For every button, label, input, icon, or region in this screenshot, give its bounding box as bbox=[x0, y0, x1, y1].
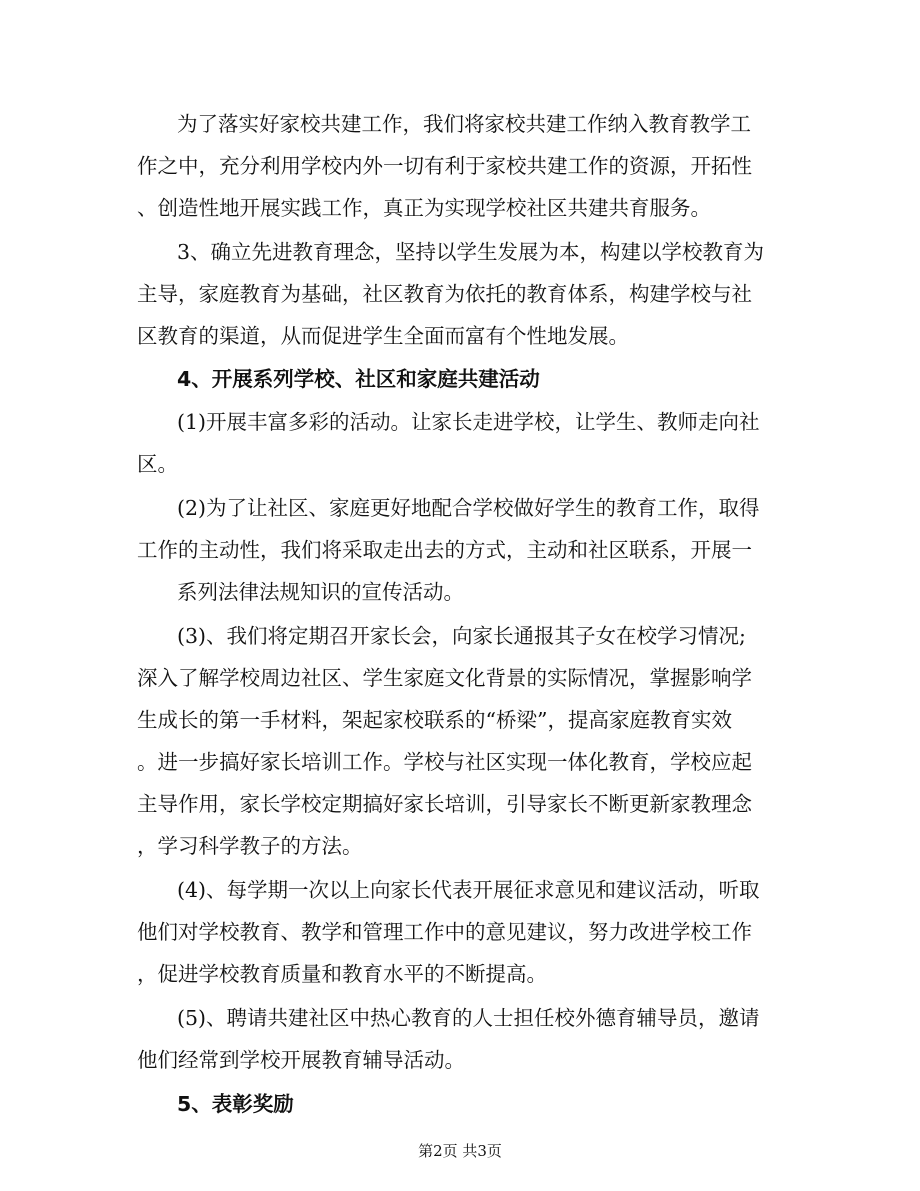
paragraph-line: 、创造性地开展实践工作，真正为实现学校社区共建共育服务。 bbox=[137, 196, 711, 220]
paragraph-line: ，学习科学教子的方法。 bbox=[137, 834, 363, 858]
paragraph-line: 主导作用，家长学校定期搞好家长培训，引导家长不断更新家教理念 bbox=[137, 792, 752, 816]
paragraph-line: (2)为了让社区、家庭更好地配合学校做好学生的教育工作，取得 bbox=[177, 496, 760, 520]
paragraph-line: (4)、每学期一次以上向家长代表开展征求意见和建议活动，听取 bbox=[177, 878, 760, 902]
paragraph-line: 主导，家庭教育为基础，社区教育为依托的教育体系，构建学校与社 bbox=[137, 282, 752, 306]
paragraph-line: 工作的主动性，我们将采取走出去的方式，主动和社区联系，开展一 bbox=[137, 538, 752, 562]
paragraph-line: ，促进学校教育质量和教育水平的不断提高。 bbox=[137, 962, 547, 986]
paragraph-line: 作之中，充分利用学校内外一切有利于家校共建工作的资源，开拓性 bbox=[137, 154, 752, 178]
paragraph-line: (3)、我们将定期召开家长会，向家长通报其子女在校学习情况; bbox=[177, 624, 746, 648]
paragraph-line: 3、确立先进教育理念，坚持以学生发展为本，构建以学校教育为 bbox=[177, 240, 765, 264]
page-number-footer: 第2页 共3页 bbox=[418, 1142, 502, 1160]
paragraph-line: 为了落实好家校共建工作，我们将家校共建工作纳入教育教学工 bbox=[177, 112, 751, 136]
paragraph-line: 深入了解学校周边社区、学生家庭文化背景的实际情况，掌握影响学 bbox=[137, 666, 752, 690]
section-heading: 4、开展系列学校、社区和家庭共建活动 bbox=[177, 367, 540, 391]
paragraph-line: 区。 bbox=[137, 452, 178, 476]
paragraph-line: 系列法律法规知识的宣传活动。 bbox=[177, 580, 464, 604]
paragraph-line: 他们经常到学校开展教育辅导活动。 bbox=[137, 1048, 465, 1072]
paragraph-line: (5)、聘请共建社区中热心教育的人士担任校外德育辅导员，邀请 bbox=[177, 1006, 760, 1030]
paragraph-line: 生成长的第一手材料，架起家校联系的“桥梁”，提高家庭教育实效 bbox=[137, 708, 732, 732]
paragraph-line: 。进一步搞好家长培训工作。学校与社区实现一体化教育，学校应起 bbox=[137, 750, 752, 774]
paragraph-line: 他们对学校教育、教学和管理工作中的意见建议，努力改进学校工作 bbox=[137, 920, 752, 944]
paragraph-line: (1)开展丰富多彩的活动。让家长走进学校，让学生、教师走向社 bbox=[177, 410, 760, 434]
section-heading: 5、表彰奖励 bbox=[177, 1092, 294, 1116]
paragraph-line: 区教育的渠道，从而促进学生全面而富有个性地发展。 bbox=[137, 324, 629, 348]
